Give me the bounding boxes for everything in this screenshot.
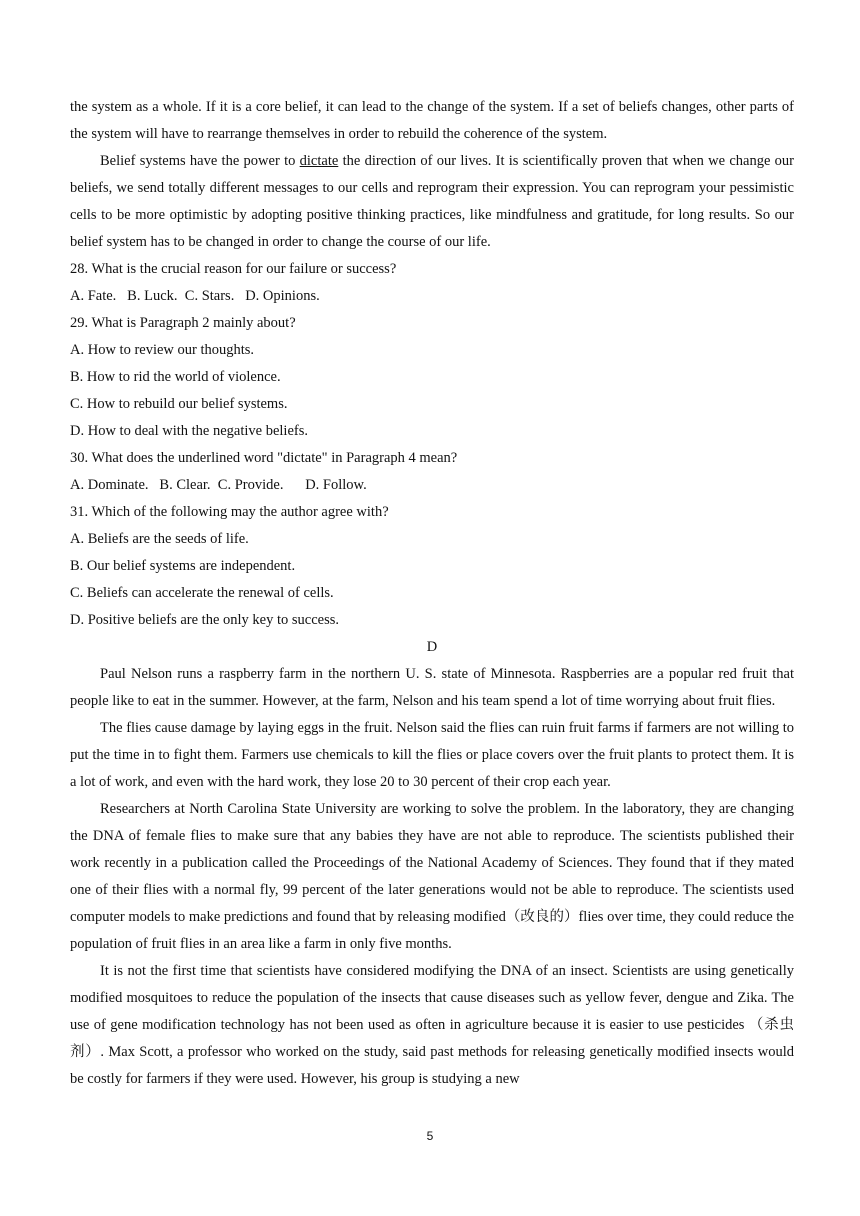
paragraph-raspberry-farm: Paul Nelson runs a raspberry farm in the northern U. S. state of Minnesota. Raspberries are a popular red fruit that people like to eat in the summer. However, at the farm, Nelson and his team spend a lot of time worrying about fruit flies. (70, 666, 794, 709)
question-31-option-c: C. Beliefs can accelerate the renewal of cells. (70, 585, 334, 601)
question-30-options: A. Dominate. B. Clear. C. Provide. D. Follow. (70, 477, 367, 493)
paragraph-researchers: Researchers at North Carolina State University are working to solve the problem. In the laboratory, they are changing the DNA of female flies to make sure that any babies they have are not able to reproduce. The scientists published their work recently in a publication called the Proceedings of the National Academy of Sciences. They found that if they mated one of their flies with a normal fly, 99 percent of the later generations would not be able to reproduce. The scientists used computer models to make predictions and found that by releasing modified（改良的）flies over time, they could reduce the population of fruit flies in an area like a farm in only five months. (70, 801, 794, 952)
document-page (70, 94, 794, 1093)
page-number: 5 (426, 1129, 434, 1143)
question-31-stem: 31. Which of the following may the author agree with? (70, 504, 389, 520)
question-29-option-b: B. How to rid the world of violence. (70, 369, 281, 385)
underlined-word-dictate: dictate (299, 153, 339, 169)
section-heading-d: D (426, 639, 438, 655)
paragraph-belief-systems-power (70, 148, 794, 256)
question-29-option-c: C. How to rebuild our belief systems. (70, 396, 288, 412)
paragraph-fruit-flies-damage: The flies cause damage by laying eggs in the fruit. Nelson said the flies can ruin fruit farms if farmers are not willing to put the time in to fight them. Farmers use chemicals to kill the flies or place covers over the fruit plants to protect them. It is a lot of work, and even with the hard work, they lose 20 to 30 percent of their crop each year. (70, 720, 794, 790)
question-31-option-a: A. Beliefs are the seeds of life. (70, 531, 249, 547)
paragraph-text: Belief systems have the power to (100, 153, 300, 169)
paragraph-genetic-modification: It is not the first time that scientists have considered modifying the DNA of an insect. Scientists are using genetically modified mosquitoes to reduce the population of the insects that cause diseases such as yellow fever, dengue and Zika. The use of gene modification technology has not been used as often in agriculture because it is easier to use pesticides （杀虫剂）. Max Scott, a professor who worked on the study, said past methods for releasing genetically modified insects would be costly for farmers if they were used. However, his group is studying a new (70, 963, 794, 1087)
paragraph-text: the direction of our lives. It is scientifically proven that when we change our beliefs, we send totally different messages to our cells and reprogram their expression. You can reprogram your pessimistic cells to be more optimistic by adopting positive thinking practices, like mindfulness and gratitude, for long results. So our belief system has to be changed in order to change the course of our life. (70, 153, 795, 250)
question-29-stem: 29. What is Paragraph 2 mainly about? (70, 315, 296, 331)
question-31-option-d: D. Positive beliefs are the only key to success. (70, 612, 339, 628)
question-31-option-b: B. Our belief systems are independent. (70, 558, 296, 574)
question-28-stem: 28. What is the crucial reason for our failure or success? (70, 261, 397, 277)
question-29-option-d: D. How to deal with the negative beliefs. (70, 423, 308, 439)
question-30-stem: 30. What does the underlined word "dictate" in Paragraph 4 mean? (70, 450, 458, 466)
question-28-options: A. Fate. B. Luck. C. Stars. D. Opinions. (70, 288, 320, 304)
question-29-option-a: A. How to review our thoughts. (70, 342, 255, 358)
paragraph-belief-system-continuation: the system as a whole. If it is a core belief, it can lead to the change of the system. If a set of beliefs changes, other parts of the system will have to rearrange themselves in order to rebuild the coherence of the system. (70, 99, 794, 142)
